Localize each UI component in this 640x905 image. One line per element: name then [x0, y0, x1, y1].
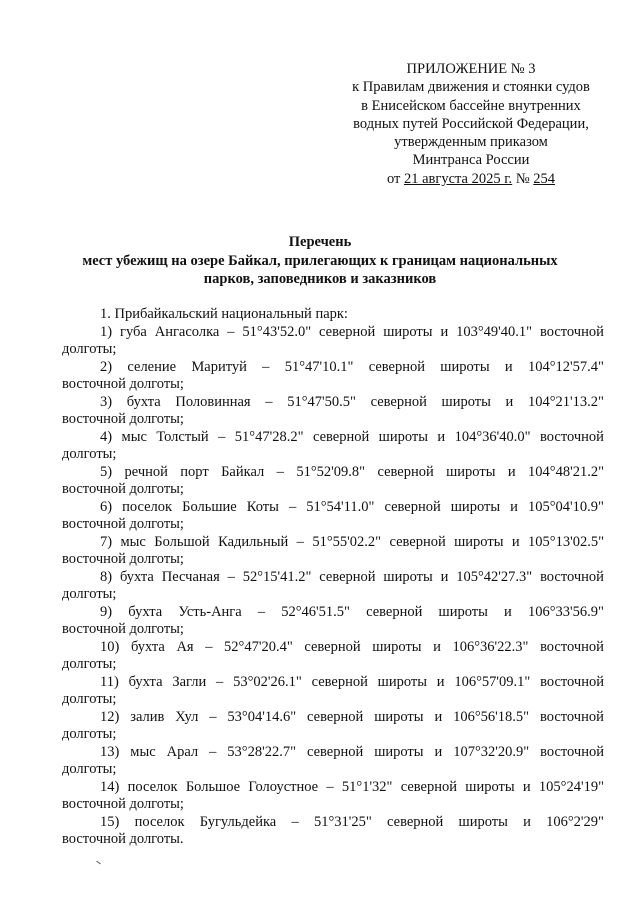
item-word: – [262, 358, 270, 375]
item-number: 2) [100, 358, 113, 375]
item-word: 106°2'29" [546, 813, 604, 830]
item-word: порт [180, 463, 209, 480]
list-title [60, 233, 580, 289]
appendix-date-line [340, 170, 602, 188]
item-word: северной [370, 393, 427, 410]
item-word: Хул [175, 708, 199, 725]
item-word: и [522, 778, 531, 795]
item-word: Маритуй [191, 358, 247, 375]
item-number: 9) [100, 603, 113, 620]
title-heading: Перечень [288, 234, 352, 250]
item-word: – [265, 393, 273, 410]
item-word: 51°47'50.5" [287, 393, 356, 410]
item-word: 51°1'32" [341, 778, 393, 795]
item-word: и [434, 743, 443, 760]
item-word: и [437, 428, 446, 445]
item-word: – [216, 673, 224, 690]
item-word: 105°24'19" [538, 778, 604, 795]
item-word: залив [130, 708, 165, 725]
item-word: широты [446, 463, 496, 480]
item-word: губа [120, 323, 147, 340]
item-word: Ая [176, 638, 194, 655]
list-item [62, 604, 604, 639]
item-word: Байкал [221, 463, 265, 480]
item-word: поселок [122, 498, 173, 515]
item-first-line [62, 359, 604, 377]
number-prefix: № [512, 170, 534, 187]
item-word: Половинная [175, 393, 251, 410]
appendix-line: Минтранса России [412, 152, 530, 169]
list-item [62, 464, 604, 499]
list-item [62, 499, 604, 534]
item-word: северной [304, 638, 361, 655]
item-number: 7) [100, 533, 113, 550]
appendix-line: утвержденным приказом [394, 134, 548, 151]
item-word: – [296, 533, 304, 550]
title-line: парков, заповедников и заказников [203, 271, 437, 287]
item-word: широты [458, 813, 508, 830]
item-word: северной [319, 323, 376, 340]
item-word: поселок [134, 813, 185, 830]
item-list [62, 324, 604, 849]
item-word: и [511, 533, 520, 550]
item-word: северной [368, 358, 425, 375]
item-first-line [62, 569, 604, 587]
item-word: 106°36'22.3" [452, 638, 529, 655]
item-continuation: восточной долготы; [62, 621, 184, 637]
item-word: восточной [539, 323, 604, 340]
item-number: 4) [100, 428, 113, 445]
item-word: широты [374, 708, 424, 725]
item-word: – [276, 463, 284, 480]
item-word: и [433, 638, 441, 655]
item-word: 104°36'40.0" [454, 428, 531, 445]
item-word: 106°57'09.1" [454, 673, 531, 690]
list-item [62, 744, 604, 779]
item-word: мыс [120, 533, 146, 550]
item-number: 11) [100, 673, 119, 690]
appendix-line: к Правилам движения и стоянки судов [352, 79, 590, 96]
item-first-line [62, 814, 604, 832]
item-word: – [205, 638, 213, 655]
item-word: 52°47'20.4" [224, 638, 293, 655]
item-word: – [209, 708, 217, 725]
item-number: 3) [100, 393, 113, 410]
item-word: восточной [540, 673, 604, 690]
item-word: северной [307, 708, 364, 725]
item-word: – [288, 498, 297, 515]
item-word: 106°56'18.5" [453, 708, 530, 725]
item-word: – [227, 568, 235, 585]
item-word: и [504, 358, 513, 375]
item-word: широты [438, 603, 488, 620]
item-word: северной [319, 568, 376, 585]
item-word: и [440, 323, 449, 340]
item-continuation: долготы; [62, 341, 117, 357]
item-continuation: долготы; [62, 726, 117, 742]
item-word: Бугульдейка [199, 813, 277, 830]
item-first-line [62, 464, 604, 482]
item-first-line [62, 639, 604, 657]
item-word: и [505, 393, 514, 410]
item-word: восточной [540, 568, 604, 585]
item-word: восточной [540, 743, 604, 760]
item-first-line [62, 394, 604, 412]
item-word: 51°47'28.2" [234, 428, 304, 445]
item-word: Песчаная [161, 568, 220, 585]
item-word: 104°21'13.2" [527, 393, 604, 410]
list-item [62, 709, 604, 744]
item-continuation: долготы; [62, 691, 117, 707]
item-word: бухта [126, 393, 161, 410]
item-word: широты [440, 358, 490, 375]
item-word: – [218, 428, 226, 445]
item-word: 105°42'27.3" [456, 568, 533, 585]
appendix-header [340, 60, 602, 188]
item-word: 53°02'26.1" [233, 673, 302, 690]
item-word: 51°54'11.0" [306, 498, 375, 515]
item-word: и [436, 673, 445, 690]
item-continuation: долготы; [62, 656, 117, 672]
item-word: широты [441, 393, 491, 410]
item-word: широты [383, 568, 433, 585]
item-word: 53°04'14.6" [227, 708, 297, 725]
item-word: мыс [130, 743, 156, 760]
list-item [62, 534, 604, 569]
item-word: 105°13'02.5" [528, 533, 604, 550]
item-word: северной [306, 743, 364, 760]
item-number: 14) [100, 778, 120, 795]
item-word: 105°04'10.9" [527, 498, 604, 515]
appendix-line: в Енисейском бассейне внутренних [361, 97, 581, 114]
list-body [62, 306, 604, 849]
item-word: 51°55'02.2" [312, 533, 382, 550]
item-word: широты [378, 428, 428, 445]
item-first-line [62, 604, 604, 622]
item-word: – [326, 778, 334, 795]
item-word: поселок [127, 778, 178, 795]
item-continuation: восточной долготы; [62, 411, 184, 427]
item-first-line [62, 674, 604, 692]
item-word: северной [312, 428, 370, 445]
item-word: 52°46'51.5" [281, 603, 350, 620]
list-item [62, 394, 604, 429]
item-word: селение [127, 358, 177, 375]
item-word: 52°15'41.2" [242, 568, 312, 585]
item-first-line [62, 499, 604, 517]
item-word: и [523, 813, 531, 830]
item-word: северной [384, 498, 441, 515]
item-word: широты [372, 638, 422, 655]
order-number: 254 [533, 170, 556, 187]
list-item [62, 569, 604, 604]
item-first-line [62, 534, 604, 552]
item-word: бухта [130, 638, 165, 655]
item-word: широты [450, 498, 501, 515]
title-line: мест убежищ на озере Байкал, прилегающих к границам национальных [82, 252, 558, 269]
item-first-line [62, 744, 604, 762]
item-continuation: долготы; [62, 761, 117, 777]
item-word: 53°28'22.7" [227, 743, 297, 760]
item-word: широты [383, 323, 433, 340]
item-word: 107°32'20.9" [453, 743, 530, 760]
item-word: бухта [128, 603, 163, 620]
item-word: речной [124, 463, 168, 480]
list-item [62, 674, 604, 709]
item-word: 51°52'09.8" [296, 463, 366, 480]
item-word: широты [454, 533, 504, 550]
list-item [62, 324, 604, 359]
item-word: широты [374, 743, 424, 760]
item-word: Большое [185, 778, 241, 795]
item-word: и [504, 603, 512, 620]
item-word: Большой [154, 533, 210, 550]
item-number: 12) [100, 708, 120, 725]
item-word: 106°33'56.9" [527, 603, 604, 620]
item-word: – [257, 603, 266, 620]
item-word: Большие [182, 498, 237, 515]
item-word: Усть-Анга [178, 603, 242, 620]
item-first-line [62, 779, 604, 797]
item-number: 13) [100, 743, 120, 760]
item-word: Арал [166, 743, 199, 760]
list-item [62, 779, 604, 814]
item-word: бухта [119, 568, 154, 585]
scan-mark [96, 861, 101, 865]
date-prefix: от [386, 170, 404, 187]
item-word: Толстый [156, 428, 209, 445]
item-continuation: восточной долготы; [62, 376, 184, 392]
item-number: 8) [100, 568, 113, 585]
item-first-line [62, 324, 604, 342]
item-word: восточной [540, 428, 604, 445]
item-word: и [440, 568, 449, 585]
item-word: широты [465, 778, 515, 795]
item-word: восточной [540, 638, 604, 655]
item-word: северной [389, 533, 446, 550]
item-word: 51°43'52.0" [242, 323, 312, 340]
appendix-title: ПРИЛОЖЕНИЕ № 3 [406, 61, 536, 77]
item-word: северной [377, 463, 434, 480]
item-word: северной [366, 603, 423, 620]
item-word: и [510, 498, 518, 515]
item-word: 51°47'10.1" [284, 358, 354, 375]
item-word: Кадильный [218, 533, 289, 550]
item-word: северной [387, 813, 444, 830]
item-number: 1) [100, 323, 113, 340]
item-continuation: восточной долготы. [62, 831, 184, 847]
item-word: северной [311, 673, 368, 690]
item-word: – [291, 813, 299, 830]
item-word: широты [377, 673, 427, 690]
list-item [62, 429, 604, 464]
item-word: Загли [172, 673, 207, 690]
item-word: мыс [121, 428, 147, 445]
list-item [62, 639, 604, 674]
item-word: 51°31'25" [313, 813, 372, 830]
item-word: северной [400, 778, 458, 795]
item-word: и [434, 708, 443, 725]
item-word: Коты [246, 498, 279, 515]
item-word: Голоустное [248, 778, 319, 795]
item-continuation: долготы; [62, 586, 117, 602]
item-word: 103°49'40.1" [456, 323, 533, 340]
item-number: 15) [100, 813, 120, 830]
item-word: бухта [128, 673, 163, 690]
item-continuation: восточной долготы; [62, 516, 184, 532]
item-number: 6) [100, 498, 113, 515]
item-number: 5) [100, 463, 113, 480]
appendix-line: водных путей Российской Федерации, [353, 115, 589, 132]
item-word: 104°48'21.2" [528, 463, 604, 480]
item-number: 10) [100, 638, 120, 655]
item-first-line [62, 429, 604, 447]
item-word: и [507, 463, 516, 480]
item-continuation: восточной долготы; [62, 551, 184, 567]
item-word: 104°12'57.4" [527, 358, 604, 375]
list-item [62, 359, 604, 394]
order-date: 21 августа 2025 г. [404, 170, 513, 187]
item-continuation: восточной долготы; [62, 796, 184, 812]
item-continuation: долготы; [62, 446, 117, 462]
item-first-line [62, 709, 604, 727]
list-item [62, 814, 604, 849]
item-word: Ангасолка [154, 323, 220, 340]
item-word: – [209, 743, 217, 760]
section-heading: 1. Прибайкальский национальный парк: [100, 306, 348, 322]
item-word: – [227, 323, 235, 340]
item-continuation: восточной долготы; [62, 481, 184, 497]
item-word: восточной [539, 708, 604, 725]
